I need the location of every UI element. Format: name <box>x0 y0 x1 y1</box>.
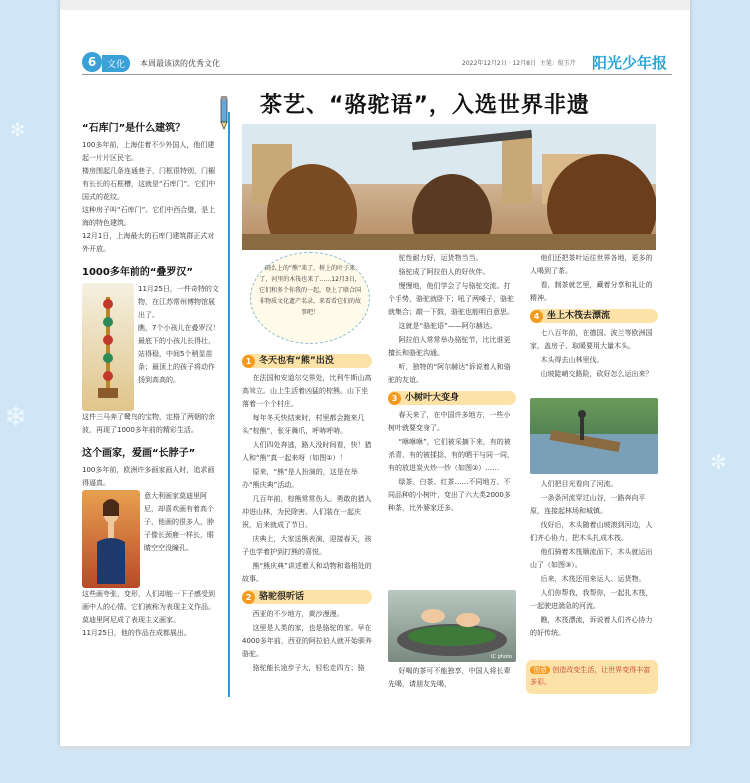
left-item-text: 100多年前，欧洲许多画家画人时，追求画得逼真。 <box>82 466 215 487</box>
left-item-text: 100多年前，上海住着不少外国人，他们建起一片片区民宅。 楼房围起几条连通巷子，门框很特别，门楣有长长的石框槽，这就是“石库门”。它们中国式的花纹。 这种房子叫“石库门”。它们中西合璧，是上海的特色建筑。 12月1日，上海最大的石库门建筑群正式对外开放。 <box>82 141 216 253</box>
left-item-text: 这些画夸张，变形，人们却能一下子感受到画中人的心情。它们被称为表现主义作品。莫迪里阿尼成了表现主义画家。 11月25日，他的作品在成都展出。 <box>82 590 215 637</box>
subhead-2: 2 骆驼很听话 <box>242 590 372 604</box>
note-label: 创意 <box>530 666 550 674</box>
left-item-text: 这件三马奔了鹭鸟的宝物，定格了两朝的余波，再现了1000多年前的精彩生活。 <box>82 413 215 434</box>
article-column-2: 驼性耐力好，运货物当当。 骆驼成了阿拉伯人的好伙伴。 慢慢地，他们学会了与骆驼交流。打个手势，骆驼就卧下；吼了两嗓子，骆驼就集合；敲一下鼓，骆驼也能明白意思。 这就是“骆驼语”——阿尔赫达。 阿拉伯人常常举办骆驼节，比比谁更擅长和骆驼沟通。 听，独特的“阿尔赫达”诉说着人和骆驼的友谊。 3 小树叶大变身 春天来了，在中国许多地方，一些小树叶就要变身了。 “咻咻咻”，它们被采摘下来，有的被杀青，有的被揉捻，有的晒干与同一同，有的放进炭火炒一炒（如图②）…… 绿茶、白茶、红茶……不同地方、不同品种的小树叶，变出了六大类2000多种茶，比外婆家还多。 <box>388 254 514 512</box>
page-header <box>82 52 672 75</box>
left-item-title: “石库门”是什么建筑？ <box>82 123 186 134</box>
section-number: 6 <box>82 52 102 72</box>
page-title: 茶艺、“骆驼语”，入选世界非遗 <box>260 93 590 118</box>
left-item-title: 这个画家，爱画“长脖子” <box>82 448 196 459</box>
photo-caption: IC photo <box>491 654 512 660</box>
top-strip <box>60 0 690 10</box>
snowflake-icon: ✻ <box>10 120 26 141</box>
arhat-sculpture-image <box>82 283 134 411</box>
left-item-text: 11月25日，一件奇特的文物，在江苏常州博物馆展出了。 瞧，7个小孩儿在叠罗汉！最底下的小孩儿长得壮，站得稳，中间5个稍显苗条；最顶上的孩子将动作扬到高高的。 <box>138 285 220 384</box>
article-column-1: 1 冬天也有“熊”出没 在法国和安道尔交界处，比利牛斯山高高耸立。山上生活着凶猛的棕熊。山下坐落着一个个村庄。 每年冬天快结束时，村里都会跑来几头“棕熊”，张牙舞爪，呼哧呼哧。 人们四处奔逃，路人没时间看，快！猎人和“熊”真一起来呀（如图①）！ 原来，“熊”是人扮演的，这是在举办“熊庆典”活动。 几百年前，棕熊常常伤人。勇敢的猎人冲进山林，为民除害。人们装在一起庆祝，后来就成了节日。 庆典上，大家送熊表演，迎接春天，孩子也学着护到打熊的喜悦。 熊“熊庆典”讲述着人和动物和谐相处的故事。 2 骆驼很听话 西亚的不少地方，黄沙漫漫。 这里是人类的家，也是骆驼的家。早在4000多年前，西亚的阿拉伯人就开始驯养骆驼。 骆驼能长途步子大，轻松走四方；骆 <box>242 355 372 672</box>
river-rafting-photo <box>530 398 658 474</box>
snowflake-icon: ✼ <box>710 450 727 474</box>
left-item-text: 意大利画家莫迪里阿尼，却喜欢画有着高个子，他画的很多人，脖子像长颈鹿一样长，眼睛空空没瞳孔。 <box>144 492 214 552</box>
header-slogan: 本周最该读的优秀文化 <box>140 59 220 68</box>
brand-name: 阳光少年报 <box>592 54 668 72</box>
article-column-3: 他们还把茶叶运往世界各地，更多的人喝到了茶。 看，制茶就艺里，藏着分享和礼让的精神。 4 坐上木筏去漂流 七八百年前，在德国、波兰等欧洲国家，盖房子、取暖要用大量木头。 木头得去山林里伐。 山坡陡峭交路险，砍好怎么运出来？ <box>530 252 658 382</box>
modigliani-portrait-image <box>82 490 140 588</box>
article-column-2-tail: 好喝的茶可不能独享，中国人将长辈先喝，请朋友先喝， <box>388 667 511 688</box>
section-name: 文化 <box>102 55 130 72</box>
article-column-3-tail: 人们把目光看向了河流。 一条条河流穿过山谷，一路奔向平原，连接起林场和城镇。 伐好后，木头随着山坡滚到河边，人们齐心协力，把木头扎成木筏。 他们骑着木筏顺流而下，木头就运出山了（如图③）。 后来，木筏还用来运人、运货物。 人们你帮我，我帮你，一起扎木筏，一起驶进湍急的河流。 瞧，木筏漂流，诉说着人们齐心协力的好传统。 <box>530 480 653 637</box>
column-divider <box>228 112 230 697</box>
left-item-title: 1000多年前的“叠罗汉” <box>82 267 193 278</box>
subhead-1: 1 冬天也有“熊”出没 <box>242 354 372 368</box>
subhead-4: 4 坐上木筏去漂流 <box>530 309 658 323</box>
bear-festival-photo <box>242 124 656 250</box>
tea-making-photo <box>388 590 516 662</box>
note-text: 创造改变生活，让世界变得丰富多彩。 <box>530 666 651 686</box>
page-shadow <box>60 746 690 752</box>
newspaper-page <box>60 0 690 746</box>
intro-callout: 闹么上的“熊”来了，树上的叶子来了，河里的木筏也来了……12月3日，它们和多个你我的一起，登上了联合国非物质文化遗产名录。来看看它们的故事吧！ <box>250 252 370 344</box>
left-column <box>82 116 220 640</box>
snowflake-icon: ❄ <box>4 400 28 433</box>
creative-note <box>526 660 658 694</box>
header-dateline: 2022年12月2日 · 12月8日 主笔：倪玉芹 <box>462 60 576 67</box>
subhead-3: 3 小树叶大变身 <box>388 391 516 405</box>
